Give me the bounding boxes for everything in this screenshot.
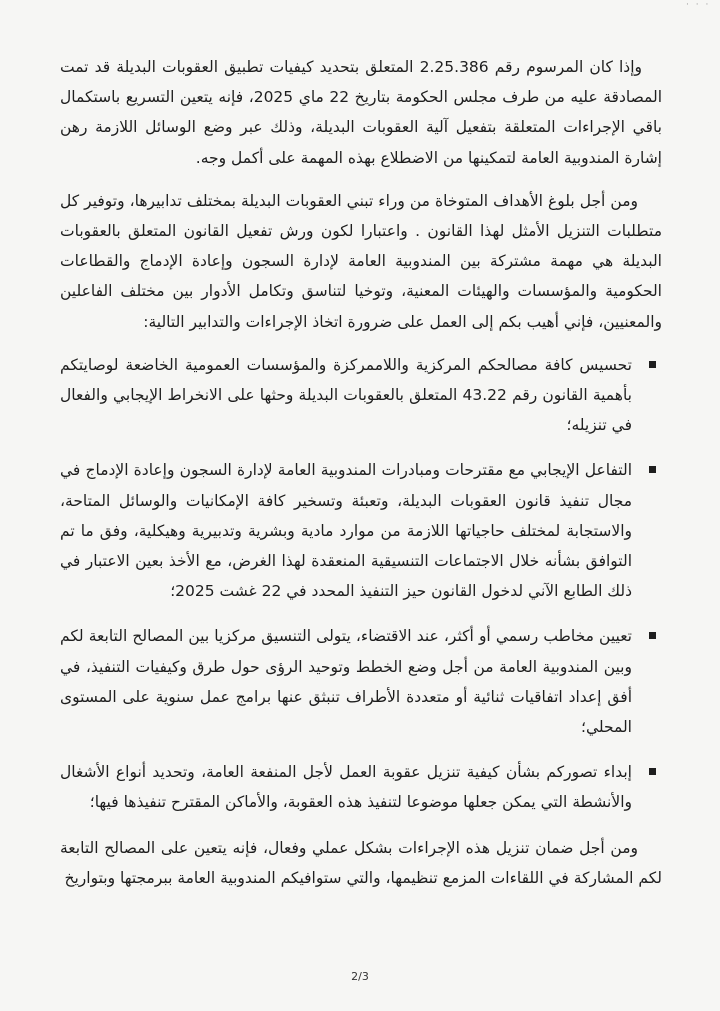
list-item <box>60 350 632 441</box>
paragraph-closing: ومن أجل ضمان تنزيل هذه الإجراءات بشكل عملي وفعال، فإنه يتعين على المصالح التابعة لكم المشاركة في اللقاءات المزمع تنظيمها، والتي ستوافيكم المندوبية العامة ببرمجتها وبتواريخ <box>60 838 662 887</box>
list-item-text: تحسيس كافة مصالحكم المركزية واللاممركزة والمؤسسات العمومية الخاضعة لوصايتكم بأهمية القانون رقم 43.22 المتعلق بالعقوبات البديلة وحثها على الانخراط الإيجابي والفعال في تنزيله؛ <box>60 355 632 435</box>
bullet-square-icon <box>649 768 656 775</box>
paragraph-objectives: ومن أجل بلوغ الأهداف المتوخاة من وراء تبني العقوبات البديلة بمختلف تدابيرها، وتوفير كل متطلبات التنزيل الأمثل لهذا القانون . واعتبارا لكون ورش تفعيل القانون المتعلق بالعقوبات البديلة هي مهمة مشتركة بين المندوبية العامة لإدارة السجون وإعادة الإدماج والقطاعات الحكومية والمؤسسات والهيئات المعنية، وتوخيا لتناسق وتكامل الأدوار بين مختلف الفاعلين والمعنيين، فإني أهيب بكم إلى العمل على ضرورة اتخاذ الإجراءات والتدابير التالية: <box>60 191 662 331</box>
bullet-square-icon <box>649 632 656 639</box>
paragraph-decree-approval: وإذا كان المرسوم رقم 2.25.386 المتعلق بتحديد كيفيات تطبيق العقوبات البديلة قد تمت المصادقة عليه من طرف مجلس الحكومة بتاريخ 22 ماي 2025، فإنه يتعين التسريع باستكمال باقي الإجراءات المتعلقة بتفعيل آلية العقوبات البديلة، وذلك عبر وضع الوسائل اللازمة رهن إشارة المندوبية العامة لتمكينها من الاضطلاع بهذه المهمة على أكمل وجه. <box>60 58 662 167</box>
list-item-text: إبداء تصوركم بشأن كيفية تنزيل عقوبة العمل لأجل المنفعة العامة، وتحديد أنواع الأشغال والأنشطة التي يمكن جعلها موضوعا لتنفيذ هذه العقوبة، والأماكن المقترح تنفيذها فيها؛ <box>60 763 632 812</box>
list-item-text: التفاعل الإيجابي مع مقترحات ومبادرات المندوبية العامة لإدارة السجون وإعادة الإدماج في مجال تنفيذ قانون العقوبات البديلة، وتعبئة وتسخير كافة الإمكانيات والوسائل المتاحة، والاستجابة لمختلف حاجياتها اللازمة من موارد مادية وبشرية وتدبيرية وهيكلية، وفق ما تم التوافق بشأنه خلال الاجتماعات التنسيقية المنعقدة لهذا الغرض، مع الأخذ بعين الاعتبار في ذلك الطابع الآني لدخول القانون حيز التنفيذ المحدد في 22 غشت 2025؛ <box>60 461 632 601</box>
list-item-text: تعيين مخاطب رسمي أو أكثر، عند الاقتضاء، يتولى التنسيق مركزيا بين المصالح التابعة لكم وبين المندوبية العامة من أجل وضع الخطط وتوحيد الرؤى حول طرق وكيفيات التنفيذ، في أفق إعداد اتفاقيات ثنائية أو متعددة الأطراف تنبثق عنها برامج عمل سنوية على المستوى المحلي؛ <box>60 627 632 737</box>
list-item <box>60 757 632 817</box>
page-number: 2/3 <box>351 970 369 983</box>
bullet-square-icon <box>649 466 656 473</box>
letter-body <box>60 52 662 906</box>
corner-mark: · · · <box>686 0 711 10</box>
measures-list <box>60 350 662 818</box>
list-item <box>60 621 632 742</box>
bullet-square-icon <box>649 361 656 368</box>
list-item <box>60 455 632 606</box>
